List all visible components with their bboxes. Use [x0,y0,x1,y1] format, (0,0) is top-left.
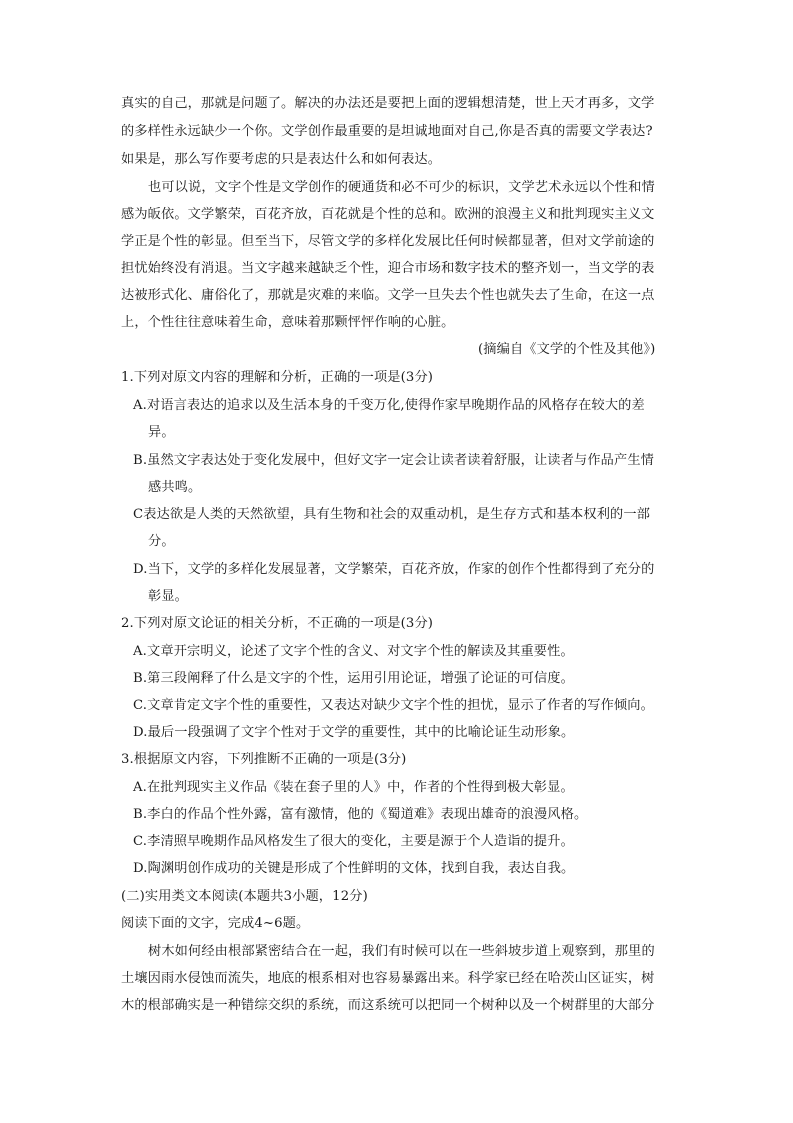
question-stem: 3.根据原文内容，下列推断不正确的一项是(3分) [121,752,407,767]
option-b-cont: 感共鸣。 [148,480,202,495]
section-heading: (二)实用类文本阅读(本题共3小题，12分) [121,889,368,904]
text-line: 土壤因雨水侵蚀而流失，地底的根系相对也容易暴露出来。科学家已经在哈茨山区证实，树 [121,971,655,986]
text-line: 上，个性往往意味着生命，意味着那颗怦怦作响的心脏。 [121,315,455,330]
option-a: A.在批判现实主义作品《装在套子里的人》中，作者的个性得到极大彰显。 [133,780,574,795]
text-line: 的多样性永远缺少一个你。文学创作最重要的是坦诚地面对自己,你是否真的需要文学表达? [121,124,653,139]
text-line: 学正是个性的彰显。但至当下，尽管文学的多样化发展比任何时候都显著，但对文学前途的 [121,234,655,249]
option-d: D.当下，文学的多样化发展显著，文学繁荣，百花齐放，作家的创作个性都得到了充分的 [133,562,655,577]
source-citation: (摘编自《文学的个性及其他》) [478,342,656,357]
section-instruction: 阅读下面的文字，完成4~6题。 [121,916,310,931]
option-d: D.陶渊明创作成功的关键是形成了个性鲜明的文体，找到自我，表达自我。 [133,861,575,876]
text-line: 木的根部确实是一种错综交织的系统，而这系统可以把同一个树种以及一个树群里的大部分 [121,998,655,1013]
text-line: 树木如何经由根部紧密结合在一起，我们有时候可以在一些斜坡步道上观察到，那里的 [148,944,655,959]
option-c: C.文章肯定文字个性的重要性，又表达对缺少文字个性的担忧，显示了作者的写作倾向。 [133,698,654,713]
option-b: B.第三段阐释了什么是文字的个性，运用引用论证，增强了论证的可信度。 [133,671,574,686]
text-line: 真实的自己，那就是问题了。解决的办法还是要把上面的逻辑想清楚，世上天才再多，文学 [121,96,655,111]
option-a: A.文章开宗明义，论述了文字个性的含义、对文字个性的解读及其重要性。 [133,644,574,659]
text-line: 达被形式化、庸俗化了，那就是灾难的来临。文学一旦失去个性也就失去了生命，在这一点 [121,288,655,303]
question-stem: 2.下列对原文论证的相关分析，不正确的一项是(3分) [121,616,434,631]
option-a: A.对语言表达的追求以及生活本身的千变万化,使得作家早晚期作品的风格存在较大的差 [133,398,645,413]
option-c: C表达欲是人类的天然欲望，具有生物和社会的双重动机，是生存方式和基本权利的一部 [133,507,651,522]
option-c-cont: 分。 [148,534,175,549]
option-b: B.虽然文字表达处于变化发展中，但好文字一定会让读者读着舒服，让读者与作品产生情 [133,453,655,468]
option-a-cont: 异。 [148,425,175,440]
text-line: 担忧始终没有消退。当文字越来越缺乏个性，迎合市场和数字技术的整齐划一，当文学的表 [121,261,655,276]
text-line: 如果是，那么写作要考虑的只是表达什么和如何表达。 [121,152,442,167]
option-c: C.李清照早晚期作品风格发生了很大的变化，主要是源于个人造诣的提升。 [133,834,574,849]
question-stem: 1.下列对原文内容的理解和分析，正确的一项是(3分) [121,370,434,385]
text-line: 感为皈依。文学繁荣，百花齐放，百花就是个性的总和。欧洲的浪漫主义和批判现实主义文 [121,207,655,222]
text-line: 也可以说，文字个性是文学创作的硬通货和必不可少的标识，文学艺术永远以个性和情 [148,180,655,195]
option-d-cont: 彰显。 [148,589,189,604]
option-d: D.最后一段强调了文字个性对于文学的重要性，其中的比喻论证生动形象。 [133,725,575,740]
option-b: B.李白的作品个性外露，富有激情，他的《蜀道难》表现出雄奇的浪漫风格。 [133,807,588,822]
